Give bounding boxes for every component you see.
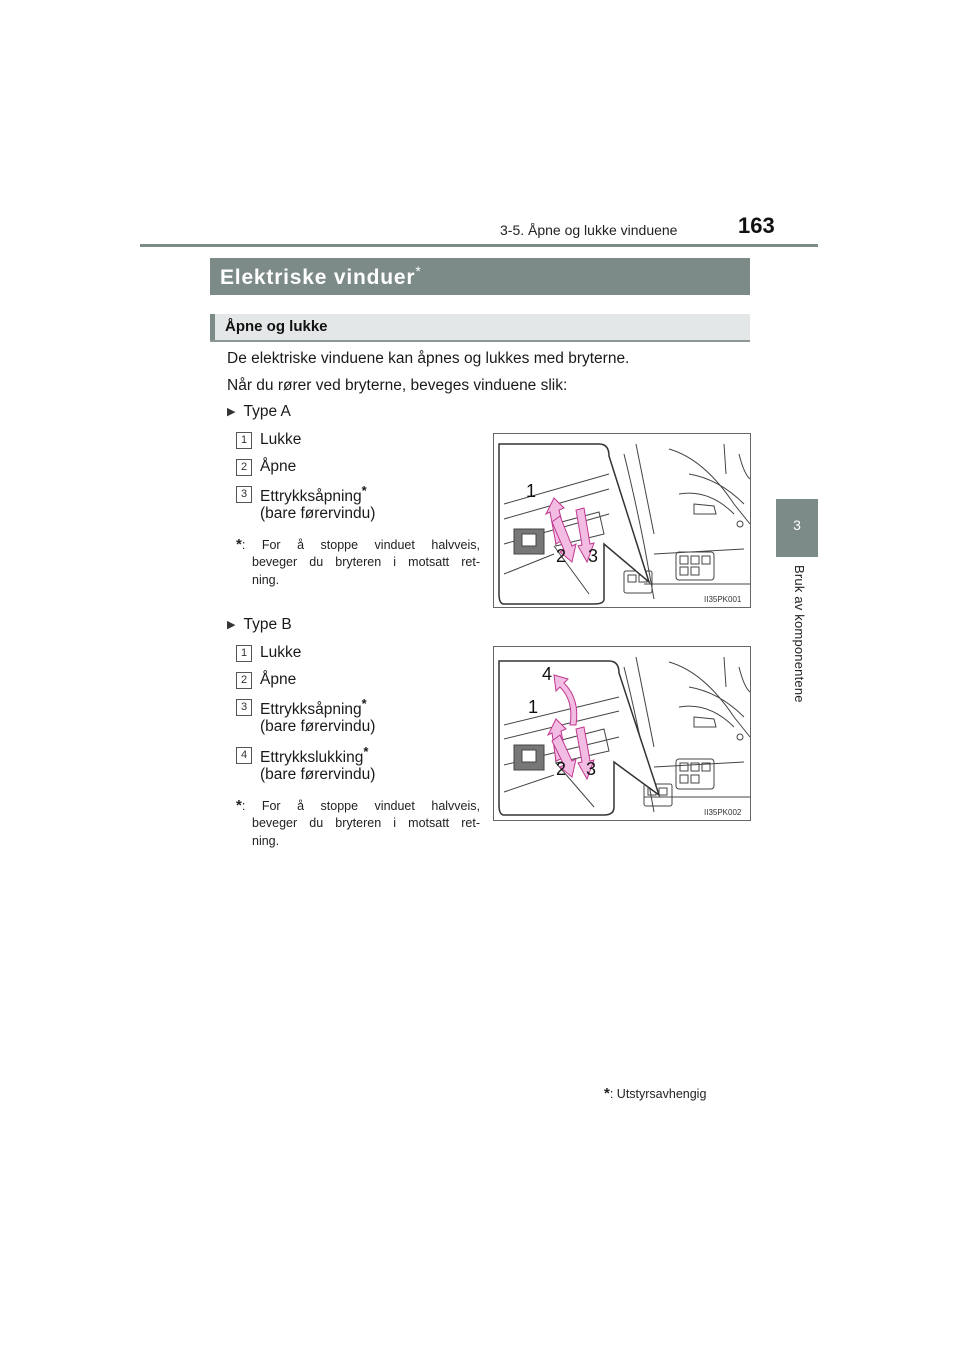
type-b-label-3-sub: (bare førervindu) xyxy=(260,718,376,735)
type-b-num-3: 3 xyxy=(236,699,252,716)
section-title: Elektriske vinduer* xyxy=(220,263,422,289)
figure-b-code: II35PK002 xyxy=(704,808,742,817)
subsection-marker xyxy=(210,314,215,340)
type-b-note-line-1: *: For å stoppe vinduet halvveis, xyxy=(236,797,480,814)
intro-line-1: De elektriske vinduene kan åpnes og lukkes med bryterne. xyxy=(227,350,630,367)
figure-a-code: II35PK001 xyxy=(704,595,742,604)
header-divider xyxy=(140,244,818,247)
figure-a-label-2: 2 xyxy=(556,546,567,566)
figure-a-label-1: 1 xyxy=(526,481,537,501)
subsection-title: Åpne og lukke xyxy=(225,318,328,335)
chapter-tab xyxy=(776,499,818,557)
type-a-num-1: 1 xyxy=(236,432,252,449)
figure-type-a xyxy=(493,433,751,608)
type-a-label-3-sub: (bare førervindu) xyxy=(260,505,376,522)
figure-b-label-4: 4 xyxy=(542,664,553,684)
page-number: 163 xyxy=(738,213,775,238)
type-a-note-line-2: beveger du bryteren i motsatt ret- xyxy=(252,555,480,569)
type-a-note-line-1: *: For å stoppe vinduet halvveis, xyxy=(236,536,480,553)
type-a-label-1: Lukke xyxy=(260,431,302,448)
type-a-heading: ▶ Type A xyxy=(227,403,291,420)
type-a-label-3: Ettrykksåpning* xyxy=(260,483,367,506)
power-window-switch-illustration-b xyxy=(494,647,750,820)
figure-b-label-3: 3 xyxy=(586,759,597,779)
figure-b-label-1: 1 xyxy=(528,697,539,717)
type-b-heading: ▶ Type B xyxy=(227,616,292,633)
power-window-switch-illustration-a xyxy=(494,434,750,607)
type-b-label-2: Åpne xyxy=(260,671,297,688)
type-b-note-line-3: ning. xyxy=(252,834,280,848)
type-a-note-line-3: ning. xyxy=(252,573,280,587)
type-b-num-1: 1 xyxy=(236,645,252,662)
section-title-bar xyxy=(210,258,750,295)
type-a-num-2: 2 xyxy=(236,459,252,476)
type-b-num-4: 4 xyxy=(236,747,252,764)
type-b-label-4-sub: (bare førervindu) xyxy=(260,766,376,783)
type-b-label-1: Lukke xyxy=(260,644,302,661)
subsection-bar xyxy=(210,314,750,342)
footnote: *: Utstyrsavhengig xyxy=(604,1085,707,1102)
type-a-label-2: Åpne xyxy=(260,458,297,475)
figure-a-label-3: 3 xyxy=(588,546,599,566)
chapter-label: Bruk av komponentene xyxy=(792,565,807,703)
triangle-bullet-icon: ▶ xyxy=(227,619,236,631)
type-b-label-4: Ettrykkslukking* xyxy=(260,744,369,767)
type-a-num-3: 3 xyxy=(236,486,252,503)
type-b-label-3: Ettrykksåpning* xyxy=(260,696,367,719)
figure-type-b xyxy=(493,646,751,821)
type-b-num-2: 2 xyxy=(236,672,252,689)
equipment-mark: * xyxy=(415,263,422,279)
running-header-section: 3-5. Åpne og lukke vinduene xyxy=(500,222,678,238)
figure-b-label-2: 2 xyxy=(556,759,567,779)
triangle-bullet-icon: ▶ xyxy=(227,406,236,418)
intro-line-2: Når du rører ved bryterne, beveges vinduene slik: xyxy=(227,377,568,394)
chapter-number: 3 xyxy=(793,517,801,533)
type-b-note-line-2: beveger du bryteren i motsatt ret- xyxy=(252,816,480,830)
